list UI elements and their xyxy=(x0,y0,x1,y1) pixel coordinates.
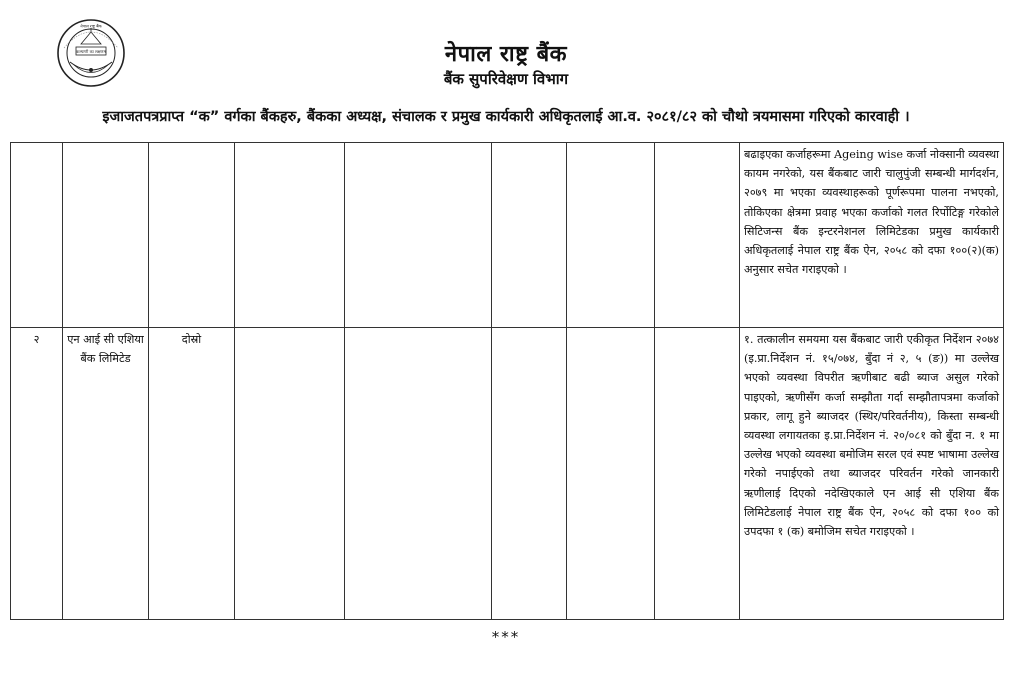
cell-serial: २ xyxy=(11,328,63,620)
cell-empty xyxy=(567,328,655,620)
cell-serial xyxy=(11,143,63,328)
table-row xyxy=(11,143,1004,328)
cell-bank-name: एन आई सी एशिया बैंक लिमिटेड xyxy=(63,328,149,620)
report-title: इजाजतपत्रप्राप्त “क” वर्गका बैंकहरु, बैंकका अध्यक्ष, संचालक र प्रमुख कार्यकारी अधिकृतलाई आ.व. २०८१/८२ को चौथो त्रयमासमा गरिएको कारवाही । xyxy=(102,109,910,125)
cell-empty xyxy=(235,328,345,620)
cell-empty xyxy=(655,143,740,328)
cell-empty xyxy=(345,143,492,328)
cell-frequency: दोस्रो xyxy=(149,328,235,620)
department-name: बैंक सुपरिवेक्षण विभाग xyxy=(443,70,569,88)
cell-empty xyxy=(655,328,740,620)
cell-empty xyxy=(345,328,492,620)
cell-frequency xyxy=(149,143,235,328)
cell-empty xyxy=(235,143,345,328)
cell-action: १. तत्कालीन समयमा यस बैंकबाट जारी एकीकृत निर्देशन २०७४ (इ.प्रा.निर्देशन नं. १५/०७४, बुँदा नं २, ५ (ङ)) मा उल्लेख भएको व्यवस्था विपरीत ऋणीबाट बढी ब्याज असुल गरेको पाइएको, ऋणीसँग कर्जा सम्झौता गर्दा सम्झौतापत्रमा कर्जाको प्रकार, लागू हुने ब्याजदर (स्थिर/परिवर्तनीय), किस्ता सम्बन्धी व्यवस्था लगायतका इ.प्रा.निर्देशन नं. २०/०८१ को बुँदा न. १ मा उल्लेख भएको व्यवस्था बमोजिम सरल एवं स्पष्ट भाषामा उल्लेख गरेको नपाईएको तथा ब्याजदर परिवर्तन गरेको जानकारी ऋणीलाई दिएको नदेखिएकाले एन आई सी एशिया बैंक लिमिटेडलाई नेपाल राष्ट्र बैंक ऐन, २०५८ को दफा १०० को उपदफा १ (क) बमोजिम सचेत गराइएको । xyxy=(740,328,1004,620)
cell-empty xyxy=(567,143,655,328)
logo-center-text: कल्याणी का लक्षणम xyxy=(76,49,106,54)
cell-action: बढाइएका कर्जाहरूमा Ageing wise कर्जा नोक्सानी व्यवस्था कायम नगरेको, यस बैंकबाट जारी चालुपुंजी सम्बन्धी मार्गदर्शन, २०७९ मा भएका व्यवस्थाहरूको पूर्णरूपमा पालना नभएको, तोकिएका क्षेत्रमा प्रवाह भएका कर्जाको गलत रिर्पोटिङ्ग गरेकोले सिटिजन्स बैंक इन्टरनेशनल लिमिटेडका प्रमुख कार्यकारी अधिकृतलाई नेपाल राष्ट्र बैंक ऐन, २०५८ को दफा १००(२)(क) अनुसार सचेत गराइएको । xyxy=(740,143,1004,328)
actions-table xyxy=(10,142,1004,620)
end-marker: *** xyxy=(491,628,521,646)
logo-ring-text: नेपाल राष्ट्र बैंक xyxy=(80,23,102,29)
cell-empty xyxy=(492,143,567,328)
table-row xyxy=(11,328,1004,620)
org-name: नेपाल राष्ट्र बैंक xyxy=(444,42,568,67)
cell-bank-name xyxy=(63,143,149,328)
cell-empty xyxy=(492,328,567,620)
